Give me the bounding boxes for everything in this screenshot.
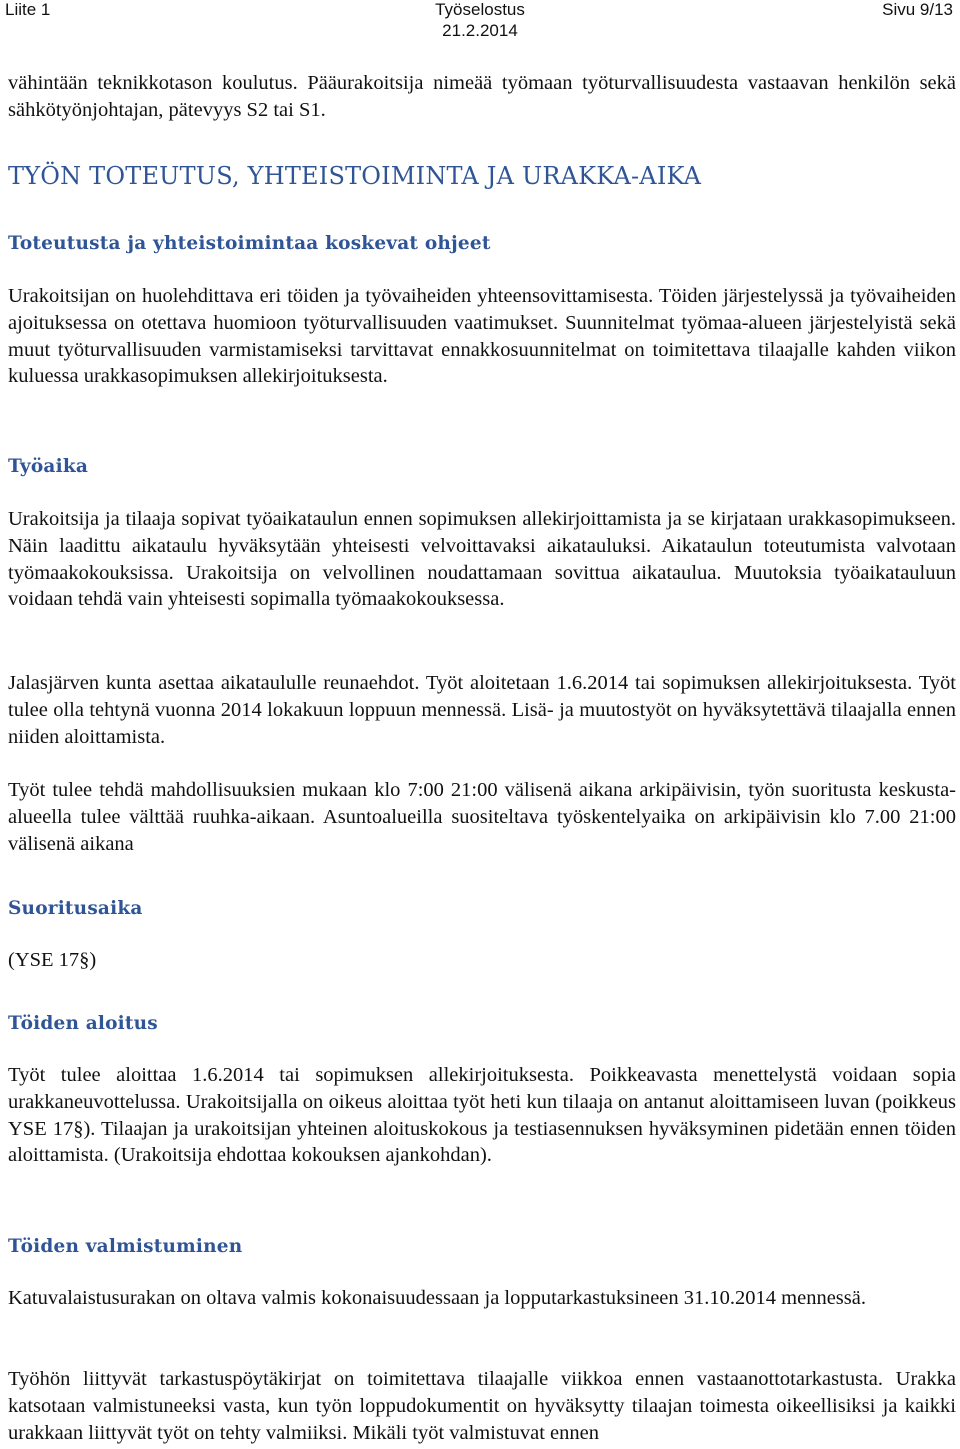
aloitus-paragraph: Työt tulee aloittaa 1.6.2014 tai sopimuksen allekirjoituksesta. Poikkeavasta menettelystä voidaan sopia urakkaneuvottelussa. Urakoitsijalla on oikeus aloittaa työt heti kun tilaaja on antanut aloittamiseen luvan (poikkeus YSE 17§). Tilaajan ja urakoitsijan yhteinen aloituskokous ja testiasennuksen hyväksyminen pidetään ennen töiden aloittamista. (Urakoitsija ehdottaa kokouksen ajankohdan). <box>8 1064 956 1167</box>
heading-tyoaika: Työaika <box>8 456 89 477</box>
heading-toteutus: Toteutusta ja yhteistoimintaa koskevat ohjeet <box>8 233 491 254</box>
header-document-title: Työselostus <box>435 0 525 19</box>
header-page-number: Sivu 9/13 <box>882 0 953 19</box>
heading-aloitus: Töiden aloitus <box>8 1013 158 1034</box>
heading-valmistuminen: Töiden valmistuminen <box>8 1236 243 1257</box>
header-date: 21.2.2014 <box>442 21 518 40</box>
section-title: TYÖN TOTEUTUS, YHTEISTOIMINTA JA URAKKA-AIKA <box>8 162 702 190</box>
heading-suoritusaika: Suoritusaika <box>8 898 143 919</box>
valmistuminen-paragraph-1: Katuvalaistusurakan on oltava valmis kokonaisuudessaan ja lopputarkastuksineen 31.10.2014 mennessä. <box>8 1287 866 1309</box>
toteutus-paragraph: Urakoitsijan on huolehdittava eri töiden ja työvaiheiden yhteensovittamisesta. Töiden järjestelyssä ja työvaiheiden ajoituksessa on otettava huomioon työturvallisuuden vaatimukset. Suunnitelmat työmaa-alueen järjestelyistä sekä muut työturvallisuuden varmistamiseksi tarvittavat ennakkosuunnitelmat on toimitettava tilaajalle kahden viikon kuluessa urakkasopimuksen allekirjoituksesta. <box>8 285 956 388</box>
header-attachment-label: Liite 1 <box>5 0 51 19</box>
intro-paragraph: vähintään teknikkotason koulutus. Pääurakoitsija nimeää työmaan työturvallisuudesta vastaavan henkilön sekä sähkötyönjohtajan, pätevyys S2 tai S1. <box>8 72 956 121</box>
tyoaika-paragraph-3: Työt tulee tehdä mahdollisuuksien mukaan klo 7:00 21:00 välisenä aikana arkipäivisin, työn suoritusta keskusta-alueella tulee välttää ruuhka-aikaan. Asuntoalueilla suositeltava työskentelyaika on arkipäivisin klo 7.00 21:00 välisenä aikana <box>8 779 956 855</box>
tyoaika-paragraph-2: Jalasjärven kunta asettaa aikataululle reunaehdot. Työt aloitetaan 1.6.2014 tai sopimuksen allekirjoituksesta. Työt tulee olla tehtynä vuonna 2014 lokakuun loppuun mennessä. Lisä- ja muutostyöt on hyväksytettävä tilaajalla ennen niiden aloittamista. <box>8 672 956 748</box>
valmistuminen-paragraph-2: Työhön liittyvät tarkastuspöytäkirjat on toimitettava tilaajalle viikkoa ennen vastaanottotarkastusta. Urakka katsotaan valmistuneeksi vasta, kun työn loppudokumentit on hyväksytty tilaajan toimesta oikeellisiksi ja kaikki urakkaan liittyvät työt on tehty valmiiksi. Mikäli työt valmistuvat ennen <box>8 1368 956 1444</box>
tyoaika-paragraph-1: Urakoitsija ja tilaaja sopivat työaikataulun ennen sopimuksen allekirjoittamista ja se kirjataan urakkasopimukseen. Näin laadittu aikataulu hyväksytään yhteisesti velvoittavaksi aikatauluksi. Aikataulun toteutumista valvotaan työmaakokouksissa. Urakoitsija on velvollinen noudattamaan sovittua aikataulua. Muutoksia työaikatauluun voidaan tehdä vain yhteisesti sopimalla työmaakokouksessa. <box>8 508 956 611</box>
suoritusaika-text: (YSE 17§) <box>8 949 97 971</box>
